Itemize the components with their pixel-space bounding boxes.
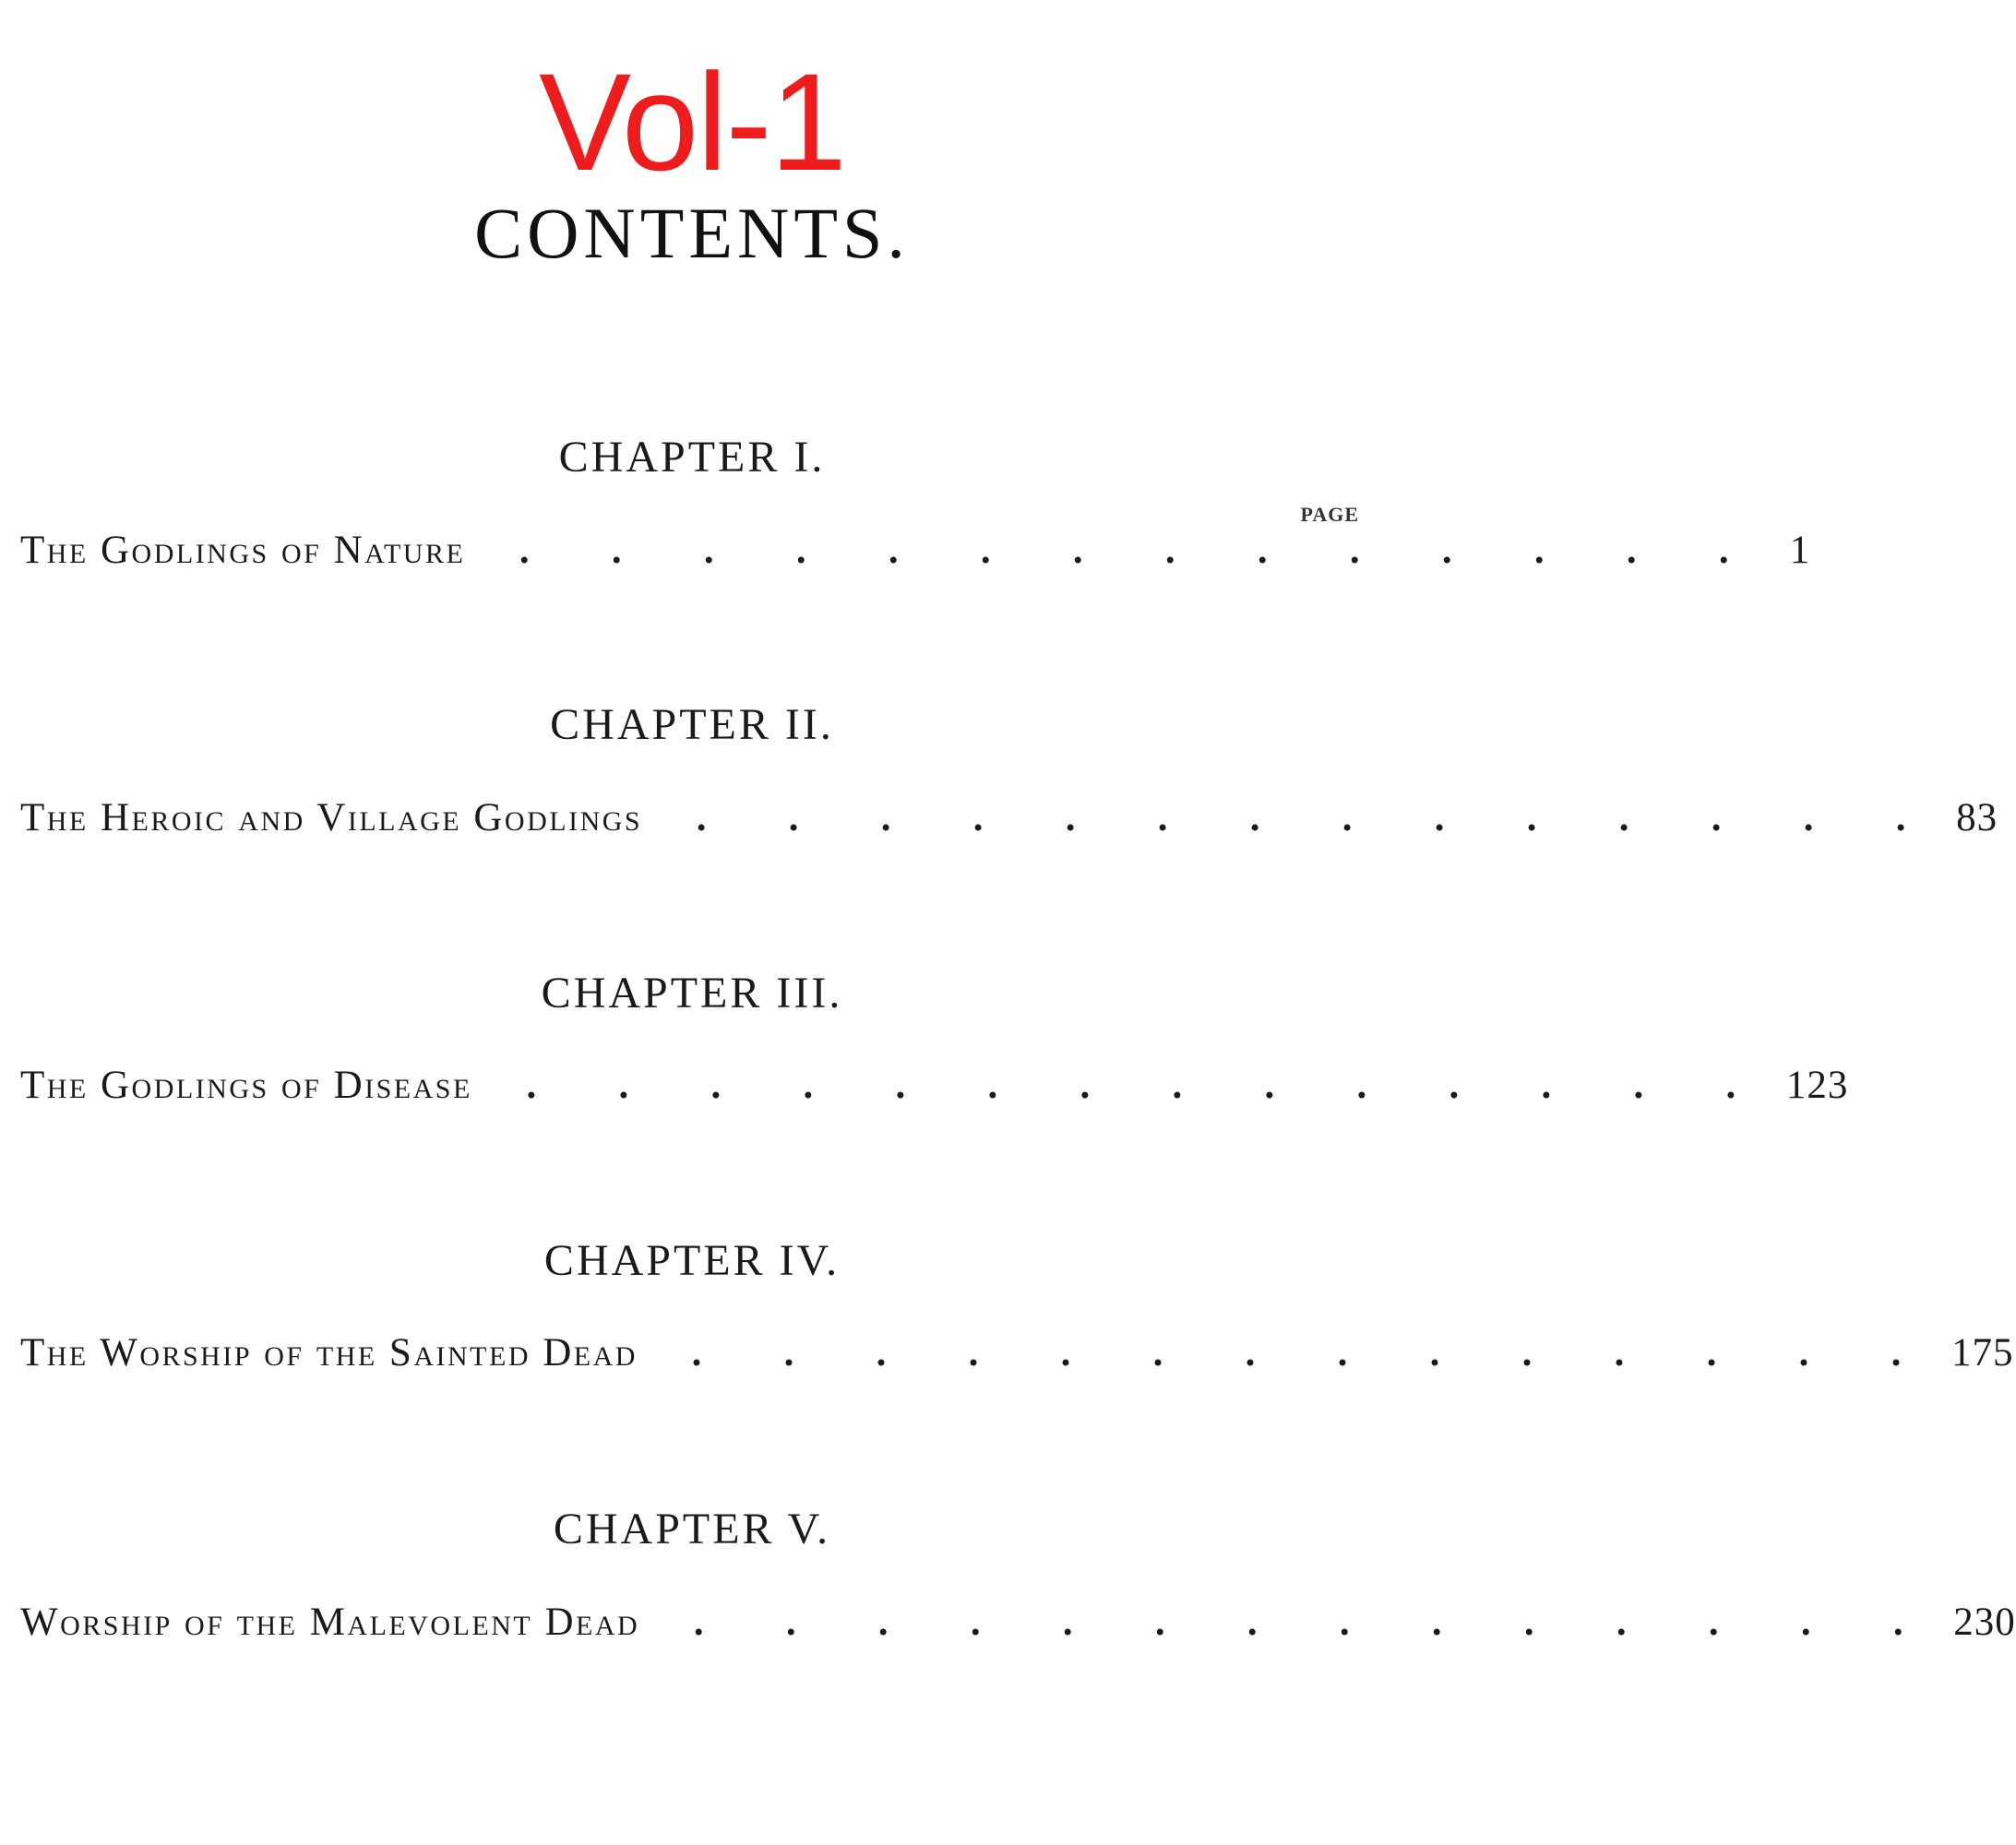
chapter-heading-5: CHAPTER V. [553,1505,831,1553]
dot-leader: . . . . . . . . . . . . . . [519,529,1729,572]
dot-leader: . . . . . . . . . . . . . . [691,1331,1902,1375]
toc-entry-3[interactable] [20,1058,1849,1113]
toc-entry-title: The Heroic and Village Godlings [20,796,643,839]
toc-entry-title: Worship of the Malevolent Dead [20,1601,640,1644]
volume-label: Vol-1 [539,44,845,199]
chapter-heading-1: CHAPTER I. [558,433,826,482]
toc-entry-page: 123 [1785,1064,1849,1107]
toc-entry-4[interactable] [20,1326,2014,1381]
chapter-heading-4: CHAPTER IV. [543,1236,841,1285]
toc-entry-page: 175 [1950,1331,2014,1375]
toc-entry-page: 230 [1953,1601,2016,1644]
toc-entry-5[interactable] [20,1595,2016,1650]
toc-entry-1[interactable] [20,523,1811,578]
dot-leader: . . . . . . . . . . . . . . [526,1064,1736,1107]
dot-leader: . . . . . . . . . . . . . . [693,1601,1903,1644]
toc-entry-2[interactable] [20,791,1998,846]
toc-entry-page: 83 [1956,796,1998,839]
page-column-label: PAGE [1300,503,1359,526]
chapter-heading-3: CHAPTER III. [541,969,843,1018]
toc-entry-page: 1 [1789,529,1811,572]
toc-entry-title: The Worship of the Sainted Dead [20,1331,638,1375]
page-title: CONTENTS. [474,193,910,273]
chapter-heading-2: CHAPTER II. [550,700,834,749]
toc-entry-title: The Godlings of Nature [20,529,466,572]
toc-entry-title: The Godlings of Disease [20,1064,472,1107]
dot-leader: . . . . . . . . . . . . . . [696,796,1906,839]
